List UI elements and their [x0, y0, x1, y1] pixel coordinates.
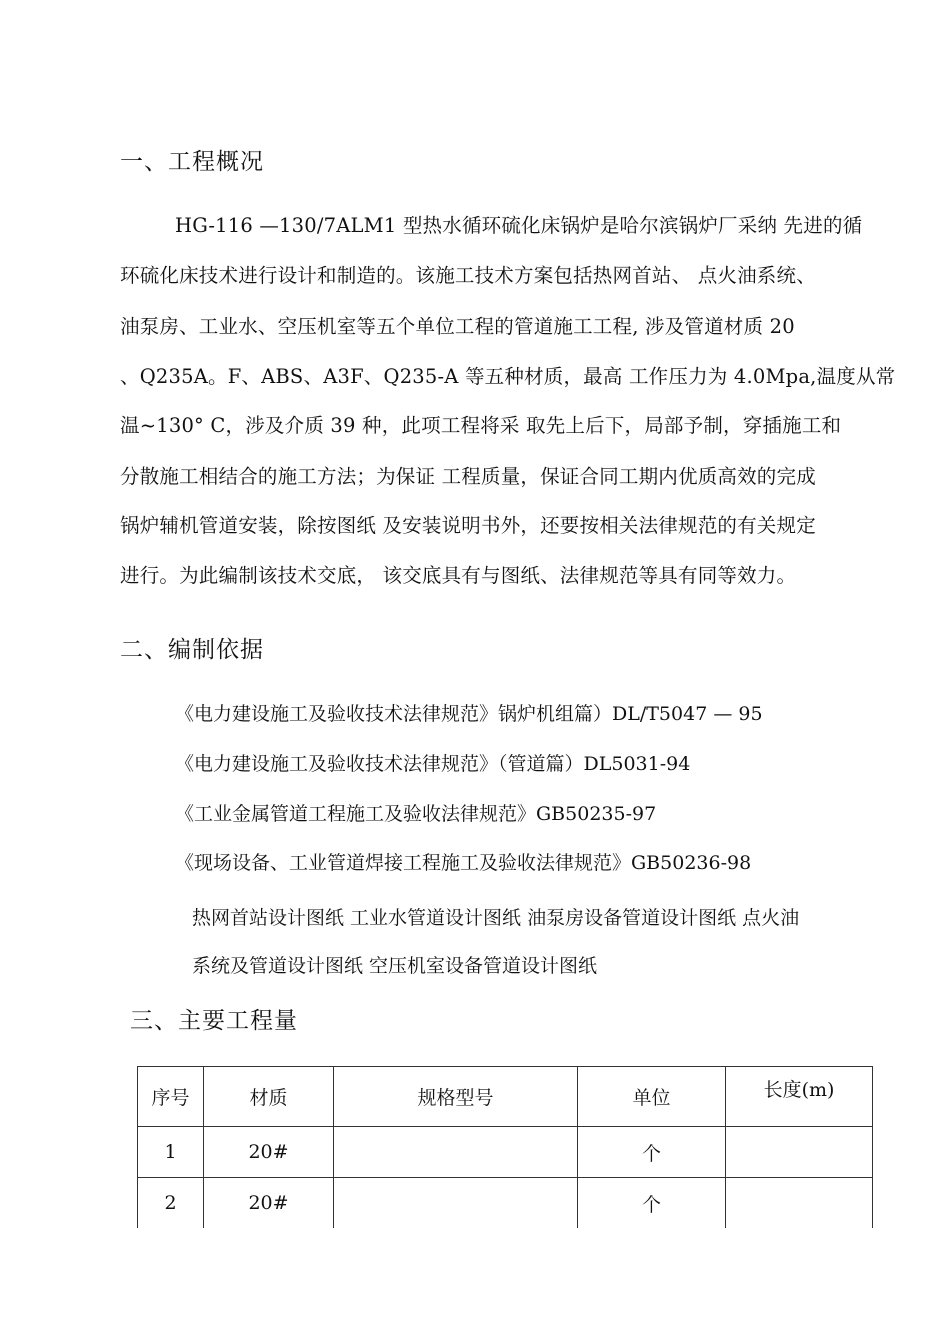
- table-row: [138, 1178, 873, 1229]
- reference-item: 《现场设备、工业管道焊接工程施工及验收法律规范》GB50236-98: [175, 852, 752, 874]
- header-cell: 材质: [204, 1067, 334, 1127]
- reference-item: 《电力建设施工及验收技术法律规范》锅炉机组篇）DL/T5047 — 95: [175, 703, 763, 725]
- reference-item: 《工业金属管道工程施工及验收法律规范》GB50235-97: [175, 803, 657, 825]
- header-cell: 规格型号: [334, 1067, 578, 1127]
- paragraph-line: 温~130° C，涉及介质 39 种，此项工程将采 取先上后下，局部予制，穿插施工和: [120, 414, 842, 437]
- reference-item: 《电力建设施工及验收技术法律规范》（管道篇）DL5031-94: [175, 753, 691, 775]
- section-3-title: 三、主要工程量: [130, 1008, 298, 1034]
- paragraph-line: 分散施工相结合的施工方法；为保证 工程质量，保证合同工期内优质高效的完成: [120, 465, 816, 488]
- paragraph-line: HG-116 —130/7ALM1 型热水循环硫化床锅炉是哈尔滨锅炉厂采纳 先进的循: [175, 214, 863, 237]
- table-cell: 20#: [204, 1127, 334, 1178]
- section-2-title: 二、编制依据: [120, 637, 264, 663]
- header-cell: 单位: [578, 1067, 726, 1127]
- table-cell: 2: [138, 1178, 204, 1229]
- table-cell: [726, 1127, 873, 1178]
- table-cell: [726, 1178, 873, 1229]
- paragraph-line: 、Q235A。F、ABS、A3F、Q235-A 等五种材质，最高 工作压力为 4.0Mpa,温度从常: [120, 365, 896, 388]
- table-cell: 1: [138, 1127, 204, 1178]
- paragraph-line: 锅炉辅机管道安装，除按图纸 及安装说明书外，还要按相关法律规范的有关规定: [120, 514, 816, 537]
- section-1-title: 一、工程概况: [120, 149, 264, 175]
- table-row: [138, 1127, 873, 1178]
- table-cell: [334, 1127, 578, 1178]
- header-cell: 序号: [138, 1067, 204, 1127]
- table-cell: [334, 1178, 578, 1229]
- paragraph-line: 油泵房、工业水、空压机室等五个单位工程的管道施工工程, 涉及管道材质 20: [120, 315, 795, 338]
- quantities-table: [137, 1066, 873, 1228]
- paragraph-line: 环硫化床技术进行设计和制造的。该施工技术方案包括热网首站、 点火油系统、: [120, 264, 816, 287]
- drawings-line: 热网首站设计图纸 工业水管道设计图纸 油泵房设备管道设计图纸 点火油: [192, 907, 800, 929]
- table-cell: 个: [578, 1127, 726, 1178]
- table-cell: 个: [578, 1178, 726, 1229]
- paragraph-line: 进行。为此编制该技术交底， 该交底具有与图纸、法律规范等具有同等效力。: [120, 564, 797, 587]
- table-header-row: [138, 1067, 873, 1127]
- header-cell: 长度(m): [726, 1067, 873, 1127]
- drawings-line: 系统及管道设计图纸 空压机室设备管道设计图纸: [192, 955, 598, 977]
- table-cell: 20#: [204, 1178, 334, 1229]
